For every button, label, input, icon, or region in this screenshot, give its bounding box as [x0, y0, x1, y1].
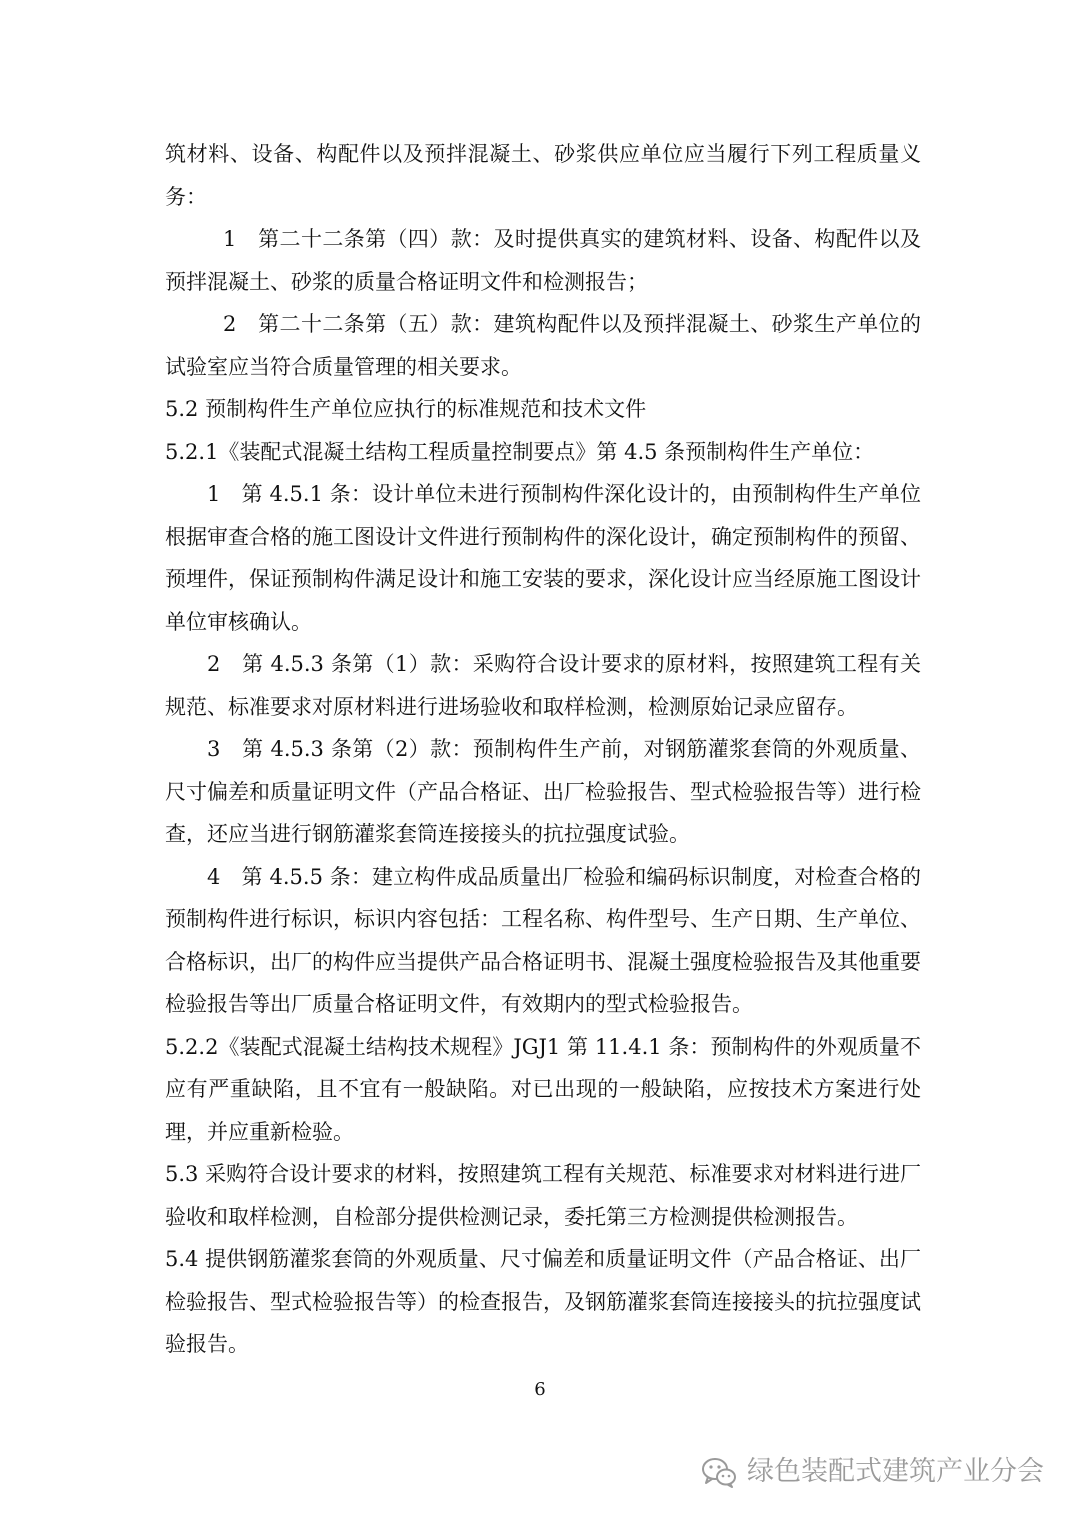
section-paragraph: 5.4 提供钢筋灌浆套筒的外观质量、尺寸偏差和质量证明文件（产品合格证、出厂检验报告、型式检验报告等）的检查报告，及钢筋灌浆套筒连接接头的抗拉强度试验报告。: [165, 1247, 921, 1356]
document-body: [165, 133, 921, 1366]
list-item: 2 第二十二条第（五）款：建筑构配件以及预拌混凝土、砂浆生产单位的试验室应当符合质量管理的相关要求。: [165, 312, 921, 379]
list-item: 2 第 4.5.3 条第（1）款：采购符合设计要求的原材料，按照建筑工程有关规范、标准要求对原材料进行进场验收和取样检测，检测原始记录应留存。: [165, 652, 921, 719]
section-paragraph: 5.3 采购符合设计要求的材料，按照建筑工程有关规范、标准要求对材料进行进厂验收和取样检测，自检部分提供检测记录，委托第三方检测提供检测报告。: [165, 1162, 921, 1229]
section-heading: 5.2 预制构件生产单位应执行的标准规范和技术文件: [165, 397, 647, 421]
subsection-paragraph: 5.2.2《装配式混凝土结构技术规程》JGJ1 第 11.4.1 条：预制构件的外观质量不应有严重缺陷，且不宜有一般缺陷。对已出现的一般缺陷，应按技术方案进行处理，并应重新检验。: [165, 1034, 921, 1144]
wechat-icon: [701, 1456, 737, 1488]
watermark-text: 绿色装配式建筑产业分会: [747, 1456, 1044, 1487]
list-item: 3 第 4.5.3 条第（2）款：预制构件生产前，对钢筋灌浆套筒的外观质量、尺寸偏差和质量证明文件（产品合格证、出厂检验报告、型式检验报告等）进行检查，还应当进行钢筋灌浆套筒连接接头的抗拉强度试验。: [165, 737, 921, 846]
list-item: 4 第 4.5.5 条：建立构件成品质量出厂检验和编码标识制度，对检查合格的预制构件进行标识，标识内容包括：工程名称、构件型号、生产日期、生产单位、合格标识，出厂的构件应当提供产品合格证明书、混凝土强度检验报告及其他重要检验报告等出厂质量合格证明文件，有效期内的型式检验报告。: [165, 864, 921, 1016]
watermark: [701, 1452, 1044, 1492]
list-item: 1 第二十二条第（四）款：及时提供真实的建筑材料、设备、构配件以及预拌混凝土、砂浆的质量合格证明文件和检测报告；: [165, 227, 921, 294]
page-number: 6: [534, 1379, 546, 1400]
subsection-heading: 5.2.1《装配式混凝土结构工程质量控制要点》第 4.5 条预制构件生产单位：: [165, 439, 875, 464]
paragraph-intro: 筑材料、设备、构配件以及预拌混凝土、砂浆供应单位应当履行下列工程质量义务：: [165, 142, 921, 209]
list-item: 1 第 4.5.1 条：设计单位未进行预制构件深化设计的，由预制构件生产单位根据审查合格的施工图设计文件进行预制构件的深化设计，确定预制构件的预留、预埋件，保证预制构件满足设计和施工安装的要求，深化设计应当经原施工图设计单位审核确认。: [165, 482, 921, 634]
